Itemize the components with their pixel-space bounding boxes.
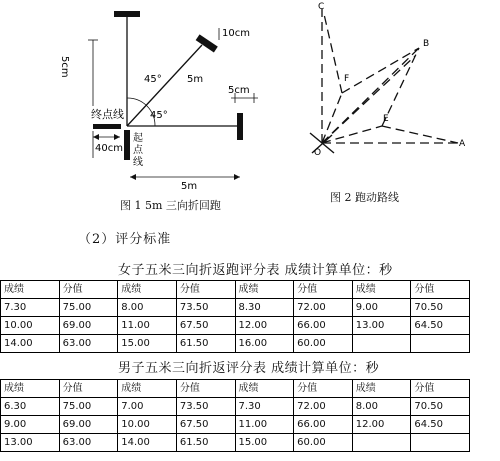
men-score-table bbox=[0, 379, 470, 452]
diagonal-marker bbox=[196, 34, 218, 52]
header-cell: 成绩 bbox=[235, 281, 294, 299]
table-cell: 67.50 bbox=[176, 317, 235, 335]
header-cell: 分值 bbox=[411, 380, 470, 398]
figure-2-caption: 图 2 跑动路线 bbox=[330, 191, 399, 204]
label-40cm: 40cm bbox=[95, 143, 123, 154]
point-f: F bbox=[344, 74, 350, 84]
table-cell: 9.00 bbox=[1, 416, 60, 434]
label-5cm-right: 5cm bbox=[228, 85, 250, 96]
table-cell: 13.00 bbox=[352, 317, 411, 335]
women-table-title: 女子五米三向折返跑评分表 成绩计算单位：秒 bbox=[118, 263, 393, 278]
table-cell: 69.00 bbox=[59, 317, 118, 335]
table-cell: 6.30 bbox=[1, 398, 60, 416]
table-cell: 61.50 bbox=[176, 434, 235, 452]
men-table-title: 男子五米三向折返评分表 成绩计算单位：秒 bbox=[118, 361, 380, 376]
header-cell: 成绩 bbox=[352, 281, 411, 299]
point-c: C bbox=[318, 2, 325, 12]
label-start-2: 点 bbox=[133, 145, 143, 156]
header-cell: 分值 bbox=[59, 281, 118, 299]
table-cell: 7.30 bbox=[235, 398, 294, 416]
header-cell: 成绩 bbox=[118, 281, 177, 299]
angle-arc-top bbox=[127, 98, 147, 106]
table-cell: 73.50 bbox=[176, 398, 235, 416]
table-row bbox=[1, 434, 470, 452]
label-5m-diagonal: 5m bbox=[187, 74, 204, 85]
table-header-row bbox=[1, 281, 470, 299]
table-cell: 10.00 bbox=[118, 416, 177, 434]
table-cell: 66.00 bbox=[294, 416, 353, 434]
table-cell: 64.50 bbox=[411, 416, 470, 434]
table-cell: 16.00 bbox=[235, 335, 294, 353]
table-row bbox=[1, 416, 470, 434]
table-cell: 12.00 bbox=[235, 317, 294, 335]
table-cell: 60.00 bbox=[294, 335, 353, 353]
table-cell: 14.00 bbox=[1, 335, 60, 353]
table-cell: 12.00 bbox=[352, 416, 411, 434]
table-cell: 75.00 bbox=[59, 299, 118, 317]
route-o-e bbox=[322, 126, 382, 143]
top-marker bbox=[114, 11, 140, 17]
table-cell: 10.00 bbox=[1, 317, 60, 335]
header-cell: 分值 bbox=[294, 281, 353, 299]
label-finish-line: 终点线 bbox=[91, 108, 124, 121]
table-row bbox=[1, 317, 470, 335]
label-start-1: 起 bbox=[133, 133, 143, 144]
arrow-head bbox=[114, 134, 120, 140]
label-5m-bottom: 5m bbox=[181, 181, 198, 192]
finish-line-marker bbox=[93, 124, 121, 129]
header-cell: 分值 bbox=[294, 380, 353, 398]
table-cell: 60.00 bbox=[294, 434, 353, 452]
table-row bbox=[1, 398, 470, 416]
label-45-bottom: 45° bbox=[150, 110, 168, 121]
table-cell: 8.00 bbox=[118, 299, 177, 317]
table-cell: 13.00 bbox=[1, 434, 60, 452]
header-cell: 成绩 bbox=[118, 380, 177, 398]
arrow-head bbox=[234, 174, 240, 180]
figure-2-route-diagram bbox=[290, 0, 500, 200]
header-cell: 分值 bbox=[176, 380, 235, 398]
table-cell: 8.30 bbox=[235, 299, 294, 317]
right-marker bbox=[237, 113, 243, 140]
point-o: O bbox=[314, 148, 322, 158]
header-cell: 成绩 bbox=[1, 281, 60, 299]
table-cell: 72.00 bbox=[294, 299, 353, 317]
table-cell: 8.00 bbox=[352, 398, 411, 416]
figure-1-caption: 图 1 5m 三向折回跑 bbox=[120, 199, 221, 212]
arrow-head bbox=[130, 174, 136, 180]
label-10cm: 10cm bbox=[222, 28, 250, 39]
table-cell: 70.50 bbox=[411, 299, 470, 317]
table-cell: 15.00 bbox=[118, 335, 177, 353]
arrow-head bbox=[93, 134, 99, 140]
table-cell: 7.30 bbox=[1, 299, 60, 317]
header-cell: 分值 bbox=[176, 281, 235, 299]
women-score-table bbox=[0, 280, 470, 353]
route-f-b bbox=[342, 48, 419, 93]
table-cell: 72.00 bbox=[294, 398, 353, 416]
label-start-3: 线 bbox=[133, 157, 143, 168]
table-cell: 75.00 bbox=[59, 398, 118, 416]
table-cell: 61.50 bbox=[176, 335, 235, 353]
table-cell: 15.00 bbox=[235, 434, 294, 452]
table-cell: 66.00 bbox=[294, 317, 353, 335]
table-cell: 63.00 bbox=[59, 335, 118, 353]
table-header-row bbox=[1, 380, 470, 398]
section-heading: （2）评分标准 bbox=[78, 232, 172, 247]
point-b: B bbox=[423, 39, 430, 49]
table-cell: 7.00 bbox=[118, 398, 177, 416]
label-45-top: 45° bbox=[144, 74, 162, 85]
header-cell: 成绩 bbox=[1, 380, 60, 398]
point-a: A bbox=[459, 139, 466, 149]
table-row bbox=[1, 299, 470, 317]
header-cell: 分值 bbox=[411, 281, 470, 299]
table-cell: 63.00 bbox=[59, 434, 118, 452]
table-cell bbox=[411, 335, 470, 353]
point-e: E bbox=[383, 114, 389, 124]
header-cell: 分值 bbox=[59, 380, 118, 398]
header-cell: 成绩 bbox=[235, 380, 294, 398]
table-cell: 73.50 bbox=[176, 299, 235, 317]
table-row bbox=[1, 335, 470, 353]
table-cell bbox=[352, 335, 411, 353]
table-cell: 69.00 bbox=[59, 416, 118, 434]
start-line-marker bbox=[124, 130, 130, 160]
route-f-c bbox=[324, 14, 342, 93]
table-cell: 64.50 bbox=[411, 317, 470, 335]
table-cell: 11.00 bbox=[118, 317, 177, 335]
table-cell bbox=[411, 434, 470, 452]
table-cell: 70.50 bbox=[411, 398, 470, 416]
header-cell: 成绩 bbox=[352, 380, 411, 398]
route-e-a bbox=[382, 126, 458, 143]
table-cell: 11.00 bbox=[235, 416, 294, 434]
table-cell: 14.00 bbox=[118, 434, 177, 452]
label-5cm-left: 5cm bbox=[59, 56, 70, 78]
table-cell: 9.00 bbox=[352, 299, 411, 317]
table-cell: 67.50 bbox=[176, 416, 235, 434]
table-cell bbox=[352, 434, 411, 452]
figure-1-course-diagram bbox=[0, 0, 285, 200]
